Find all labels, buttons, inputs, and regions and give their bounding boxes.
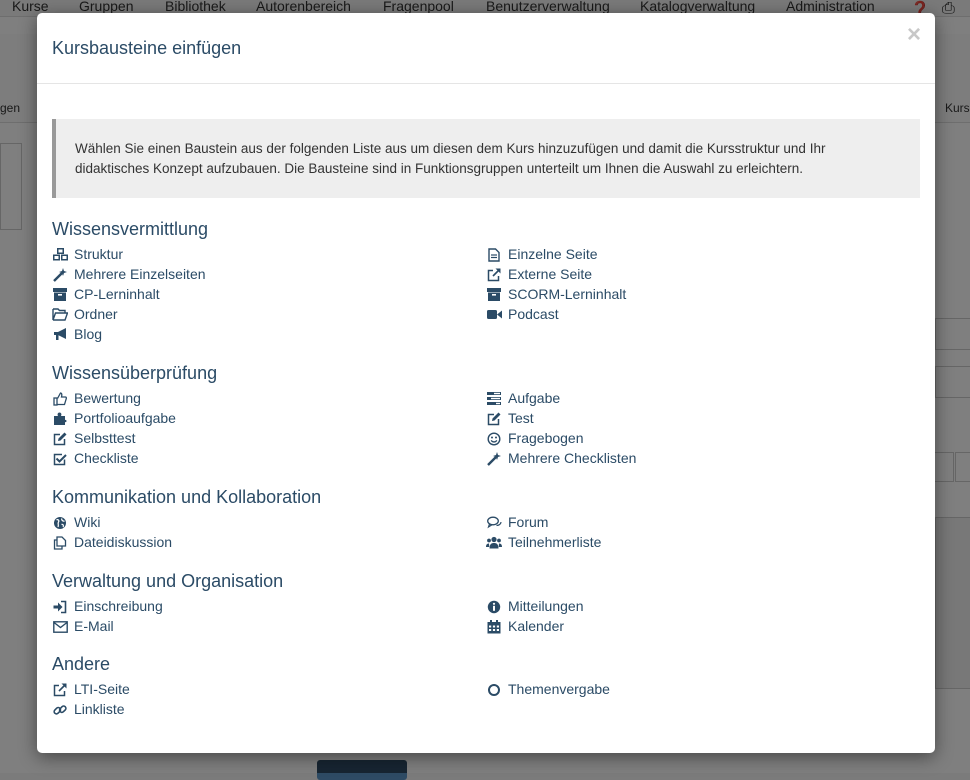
section-title: Kommunikation und Kollaboration (52, 487, 322, 507)
envelope-icon (52, 616, 68, 636)
element-label: Portfolioaufgabe (74, 410, 176, 426)
element-label: E-Mail (74, 618, 114, 634)
element-e-mail[interactable] (52, 616, 486, 636)
link-icon (52, 699, 68, 719)
close-button[interactable]: × (906, 21, 921, 48)
element-forum[interactable] (486, 512, 920, 532)
right-column (486, 244, 920, 344)
element-label: Fragebogen (508, 430, 584, 446)
section-title: Wissensvermittlung (52, 219, 209, 239)
thumbs-up-icon (52, 388, 68, 408)
element-test[interactable] (486, 408, 920, 428)
smile-icon (486, 428, 502, 448)
external-link-icon (52, 679, 68, 699)
element-label: Podcast (508, 306, 559, 322)
element-label: Wiki (74, 514, 101, 530)
info-box: Wählen Sie einen Baustein aus der folgenden Liste aus um diesen dem Kurs hinzuzufügen und damit die Kursstruktur und Ihr didaktisches Konzept aufzubauen. Die Bausteine sind in Funktionsgruppen unterteilt um Ihnen die Auswahl zu erleichtern. (52, 119, 920, 198)
files-icon (52, 532, 68, 552)
circle-icon (486, 679, 502, 699)
element-portfolioaufgabe[interactable] (52, 408, 486, 428)
element-linkliste[interactable] (52, 699, 486, 719)
element-label: LTI-Seite (74, 681, 130, 697)
magic-wand-icon (52, 264, 68, 284)
element-label: Linkliste (74, 701, 125, 717)
left-column (52, 388, 486, 468)
element-scorm-lerninhalt[interactable] (486, 284, 920, 304)
element-label: Teilnehmerliste (508, 534, 602, 550)
element-aufgabe[interactable] (486, 388, 920, 408)
info-circle-icon (486, 596, 502, 616)
tasks-icon (486, 388, 502, 408)
left-column (52, 596, 486, 636)
element-dateidiskussion[interactable] (52, 532, 486, 552)
element-label: Bewertung (74, 390, 141, 406)
archive-icon (486, 284, 502, 304)
element-label: Einzelne Seite (508, 246, 598, 262)
section-title: Wissensüberprüfung (52, 363, 218, 383)
element-podcast[interactable] (486, 304, 920, 324)
element-label: Mehrere Checklisten (508, 450, 637, 466)
element-mehrere-einzelseiten[interactable] (52, 264, 486, 284)
sign-in-icon (52, 596, 68, 616)
element-label: Themenvergabe (508, 681, 610, 697)
element-lti-seite[interactable] (52, 679, 486, 699)
globe-icon (52, 512, 68, 532)
cubes-icon (52, 244, 68, 264)
element-label: Kalender (508, 618, 565, 634)
section-title: Verwaltung und Organisation (52, 571, 284, 591)
element-kalender[interactable] (486, 616, 920, 636)
element-struktur[interactable] (52, 244, 486, 264)
element-ordner[interactable] (52, 304, 486, 324)
folder-open-icon (52, 304, 68, 324)
right-column (486, 596, 920, 636)
insert-course-element-dialog (37, 13, 935, 753)
section-wissensvermittlung (52, 214, 920, 344)
element-blog[interactable] (52, 324, 486, 344)
comments-icon (486, 512, 502, 532)
element-mitteilungen[interactable] (486, 596, 920, 616)
element-label: Forum (508, 514, 549, 530)
right-column (486, 388, 920, 468)
section-title: Andere (52, 654, 111, 674)
element-externe-seite[interactable] (486, 264, 920, 284)
element-fragebogen[interactable] (486, 428, 920, 448)
element-einzelne-seite[interactable] (486, 244, 920, 264)
element-label: Externe Seite (508, 266, 593, 282)
calendar-icon (486, 616, 502, 636)
users-icon (486, 532, 502, 552)
element-label: SCORM-Lerninhalt (508, 286, 627, 302)
element-themenvergabe[interactable] (486, 679, 920, 699)
check-square-icon (52, 448, 68, 468)
element-mehrere-checklisten[interactable] (486, 448, 920, 468)
element-label: Selbsttest (74, 430, 136, 446)
element-label: Struktur (74, 246, 124, 262)
element-label: Einschreibung (74, 598, 163, 614)
left-column (52, 679, 486, 719)
element-label: CP-Lerninhalt (74, 286, 160, 302)
element-einschreibung[interactable] (52, 596, 486, 616)
section-wissensueberpruefung (52, 358, 920, 468)
element-label: Mitteilungen (508, 598, 584, 614)
left-column (52, 244, 486, 344)
element-label: Mehrere Einzelseiten (74, 266, 206, 282)
edit-icon (52, 428, 68, 448)
element-label: Test (508, 410, 534, 426)
bullhorn-icon (52, 324, 68, 344)
element-teilnehmerliste[interactable] (486, 532, 920, 552)
right-column (486, 679, 920, 719)
element-label: Checkliste (74, 450, 139, 466)
file-text-icon (486, 244, 502, 264)
left-column (52, 512, 486, 552)
modal-header (37, 13, 935, 84)
section-andere (52, 649, 920, 719)
modal-title: Kursbausteine einfügen (52, 38, 242, 58)
section-verwaltung-organisation (52, 566, 920, 636)
element-cp-lerninhalt[interactable] (52, 284, 486, 304)
element-bewertung[interactable] (52, 388, 486, 408)
element-label: Blog (74, 326, 103, 342)
element-label: Aufgabe (508, 390, 561, 406)
element-checkliste[interactable] (52, 448, 486, 468)
right-column (486, 512, 920, 552)
magic-wand-icon (486, 448, 502, 468)
edit-icon (486, 408, 502, 428)
archive-icon (52, 284, 68, 304)
puzzle-icon (52, 408, 68, 428)
video-camera-icon (486, 304, 502, 324)
element-selbsttest[interactable] (52, 428, 486, 448)
element-wiki[interactable] (52, 512, 486, 532)
element-label: Ordner (74, 306, 118, 322)
external-link-icon (486, 264, 502, 284)
section-kommunikation-kollaboration (52, 482, 920, 552)
element-label: Dateidiskussion (74, 534, 173, 550)
